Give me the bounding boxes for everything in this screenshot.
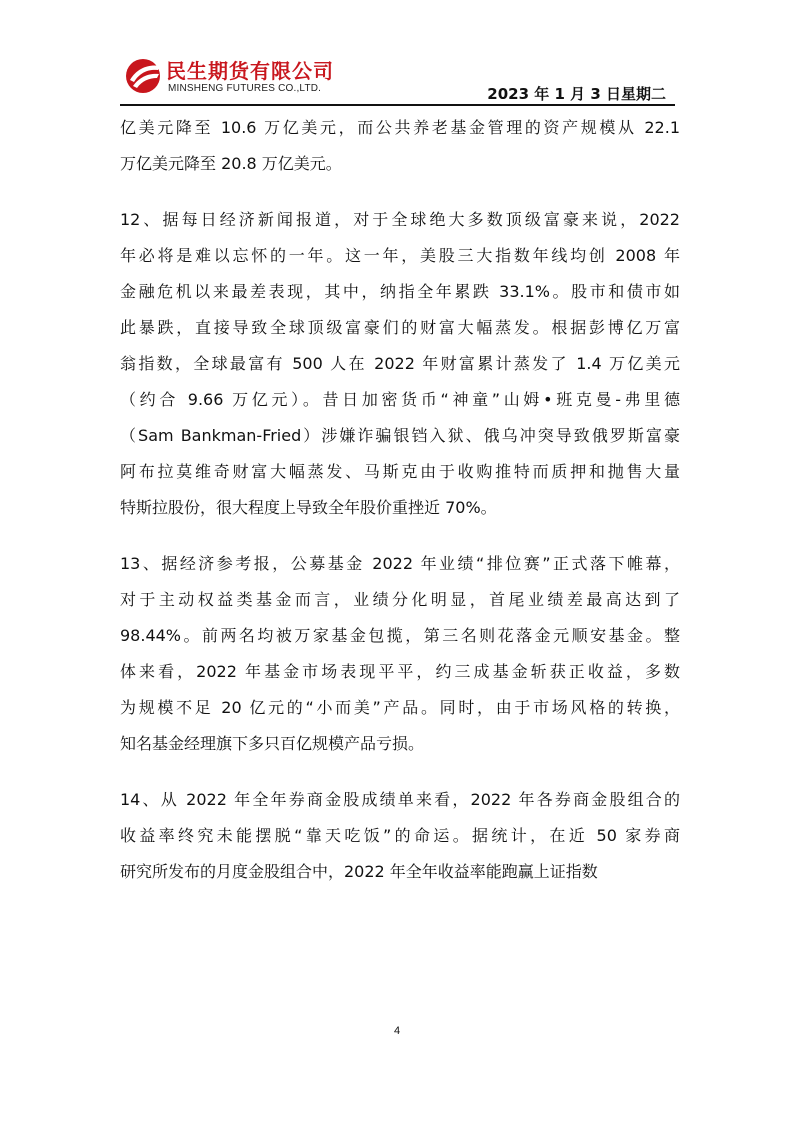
text-line: 阿布拉莫维奇财富大幅蒸发、马斯克由于收购推特而质押和抛售大量 (120, 462, 680, 481)
text-line: 研究所发布的月度金股组合中，2022 年全年收益率能跑赢上证指数 (120, 862, 598, 881)
text-line: 此暴跌，直接导致全球顶级富豪们的财富大幅蒸发。根据彭博亿万富 (120, 318, 680, 337)
paragraph (120, 782, 680, 890)
paragraph-gap (120, 762, 680, 782)
text-line: 12、据每日经济新闻报道，对于全球绝大多数顶级富豪来说，2022 (120, 210, 680, 229)
paragraph-gap (120, 526, 680, 546)
text-line: 年必将是难以忘怀的一年。这一年，美股三大指数年线均创 2008 年 (120, 246, 680, 265)
header-rule (120, 104, 675, 106)
text-line: 知名基金经理旗下多只百亿规模产品亏损。 (120, 734, 425, 753)
article-body (120, 110, 680, 890)
text-line: 14、从 2022 年全年券商金股成绩单来看，2022 年各券商金股组合的 (120, 790, 680, 809)
text-line: 金融危机以来最差表现，其中，纳指全年累跌 33.1%。股市和债市如 (120, 282, 680, 301)
text-line: 翁指数，全球最富有 500 人在 2022 年财富累计蒸发了 1.4 万亿美元 (120, 354, 680, 373)
text-line: 收益率终究未能摆脱“靠天吃饭”的命运。据统计，在近 50 家券商 (120, 826, 680, 845)
page-header (0, 0, 794, 110)
minsheng-logo-icon (125, 58, 163, 94)
text-line: 体来看，2022 年基金市场表现平平，约三成基金斩获正收益，多数 (120, 662, 680, 681)
paragraph (120, 546, 680, 762)
logo-english-name: MINSHENG FUTURES CO.,LTD. (168, 83, 322, 94)
page-number: 4 (393, 1025, 401, 1037)
text-line: （约合 9.66 万亿元）。昔日加密货币“神童”山姆•班克曼-弗里德 (120, 390, 680, 409)
paragraph (120, 202, 680, 526)
paragraph (120, 110, 680, 182)
text-line: 特斯拉股份，很大程度上导致全年股价重挫近 70%。 (120, 498, 497, 517)
company-logo (125, 56, 375, 102)
text-line: 万亿美元降至 20.8 万亿美元。 (120, 154, 342, 173)
paragraph-gap (120, 182, 680, 202)
text-line: 13、据经济参考报，公募基金 2022 年业绩“排位赛”正式落下帷幕， (120, 554, 680, 573)
text-line: 98.44%。前两名均被万家基金包揽，第三名则花落金元顺安基金。整 (120, 626, 680, 645)
text-line: （Sam Bankman-Fried）涉嫌诈骗银铛入狱、俄乌冲突导致俄罗斯富豪 (120, 426, 680, 445)
text-line: 对于主动权益类基金而言，业绩分化明显，首尾业绩差最高达到了 (120, 590, 680, 609)
logo-chinese-name: 民生期货有限公司 (166, 59, 334, 83)
report-date: 2023 年 1 月 3 日星期二 (487, 85, 666, 103)
text-line: 亿美元降至 10.6 万亿美元，而公共养老基金管理的资产规模从 22.1 (120, 118, 680, 137)
text-line: 为规模不足 20 亿元的“小而美”产品。同时，由于市场风格的转换， (120, 698, 680, 717)
